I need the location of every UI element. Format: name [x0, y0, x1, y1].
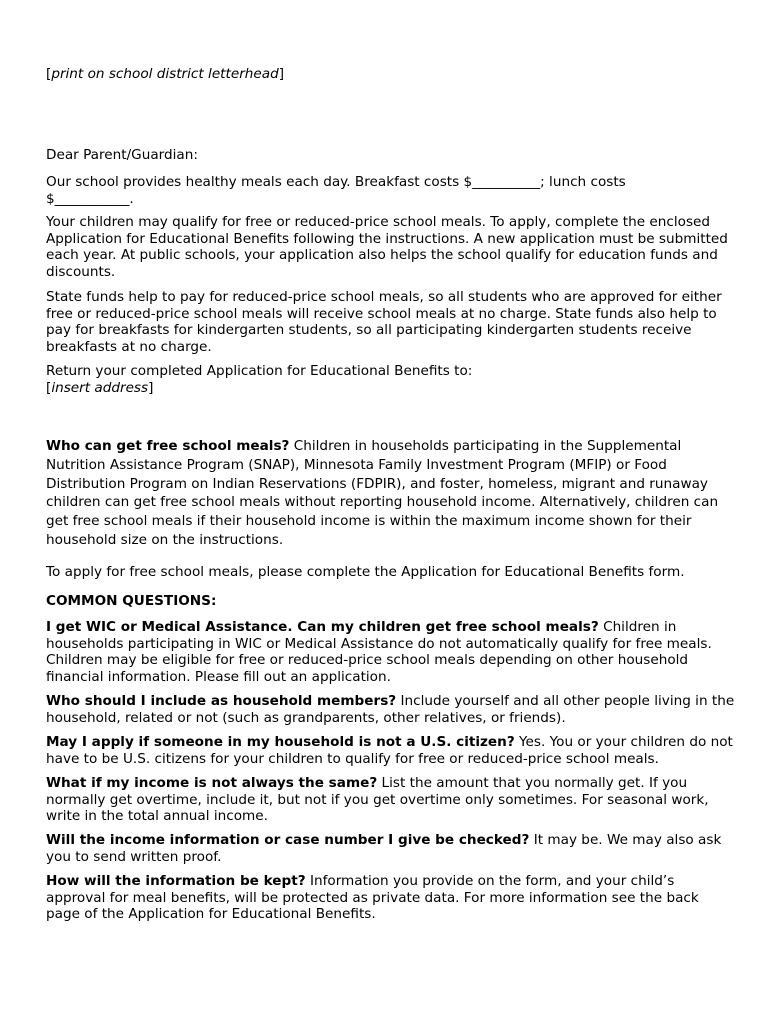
faq-item — [46, 873, 736, 923]
faq-answer: It may be. We may also ask you to send written proof. — [46, 832, 722, 865]
faq-answer: Include yourself and all other people living in the household, related or not (such as grandparents, other relatives, or friends). — [46, 693, 735, 726]
bracket-close: ] — [278, 66, 285, 82]
return-to-text: Return your completed Application for Educational Benefits to: — [46, 363, 473, 379]
who-can-question: Who can get free school meals? — [46, 438, 290, 454]
faq-question: May I apply if someone in my household is not a U.S. citizen? — [46, 734, 515, 750]
qualify-paragraph: Your children may qualify for free or reduced-price school meals. To apply, complete the enclosed Application for Educational Benefits following the instructions. A new application must be submitted each year. At public schools, your application also helps the school qualify for education funds and discounts. — [46, 214, 728, 280]
who-can-answer: Children in households participating in the Supplemental Nutrition Assistance Program (SNAP), Minnesota Family Investment Program (MFIP) or Food Distribution Program on Indian Reservations (FDPIR), and foster, homeless, migrant and runaway children can get free school meals without reporting household income. Alternatively, children can get free school meals if their household income is within the maximum income shown for their household size on the instructions. — [46, 438, 719, 548]
who-can-paragraph — [46, 437, 736, 550]
faq-item — [46, 832, 736, 865]
faq-question: How will the information be kept? — [46, 873, 306, 889]
faq-item — [46, 734, 736, 767]
faq-question: I get WIC or Medical Assistance. Can my children get free school meals? — [46, 619, 599, 635]
return-to-paragraph — [46, 363, 736, 396]
faq-item — [46, 775, 736, 825]
salutation: Dear Parent/Guardian: — [46, 147, 198, 163]
letterhead-placeholder — [46, 66, 736, 83]
common-questions-heading: COMMON QUESTIONS: — [46, 593, 217, 609]
bracket-close: ] — [148, 379, 154, 396]
state-funds-paragraph: State funds help to pay for reduced-price school meals, so all students who are approved for either free or reduced-price school meals will receive school meals at no charge. State funds also help to pay for breakfasts for kindergarten students, so all participating kindergarten students receive breakfasts at no charge. — [46, 289, 722, 355]
faq-answer: List the amount that you normally get. If you normally get overtime, include it, but not if you get overtime only sometimes. For seasonal work, write in the total annual income. — [46, 775, 709, 825]
faq-item — [46, 693, 736, 726]
address-placeholder: insert address — [51, 379, 149, 396]
bracket-open: [ — [46, 379, 52, 396]
faq-item — [46, 619, 736, 685]
faq-question: Who should I include as household members? — [46, 693, 397, 709]
costs-paragraph: Our school provides healthy meals each day. Breakfast costs $__________; lunch costs $___________. — [46, 174, 626, 207]
letterhead-text: print on school district letterhead — [51, 66, 279, 82]
faq-answer: Children in households participating in WIC or Medical Assistance do not automatically qualify for free meals. Children may be eligible for free or reduced-price school meals depending on other household financial information. Please fill out an application. — [46, 619, 712, 685]
faq-answer: Yes. You or your children do not have to be U.S. citizens for your children to qualify for free or reduced-price school meals. — [46, 734, 733, 767]
faq-answer: Information you provide on the form, and your child’s approval for meal benefits, will be protected as private data. For more information see the back page of the Application for Educational Benefits. — [46, 873, 699, 923]
apply-paragraph: To apply for free school meals, please complete the Application for Educational Benefits form. — [46, 564, 685, 580]
faq-question: Will the income information or case number I give be checked? — [46, 832, 530, 848]
bracket-open: [ — [46, 66, 52, 82]
faq-question: What if my income is not always the same? — [46, 775, 378, 791]
